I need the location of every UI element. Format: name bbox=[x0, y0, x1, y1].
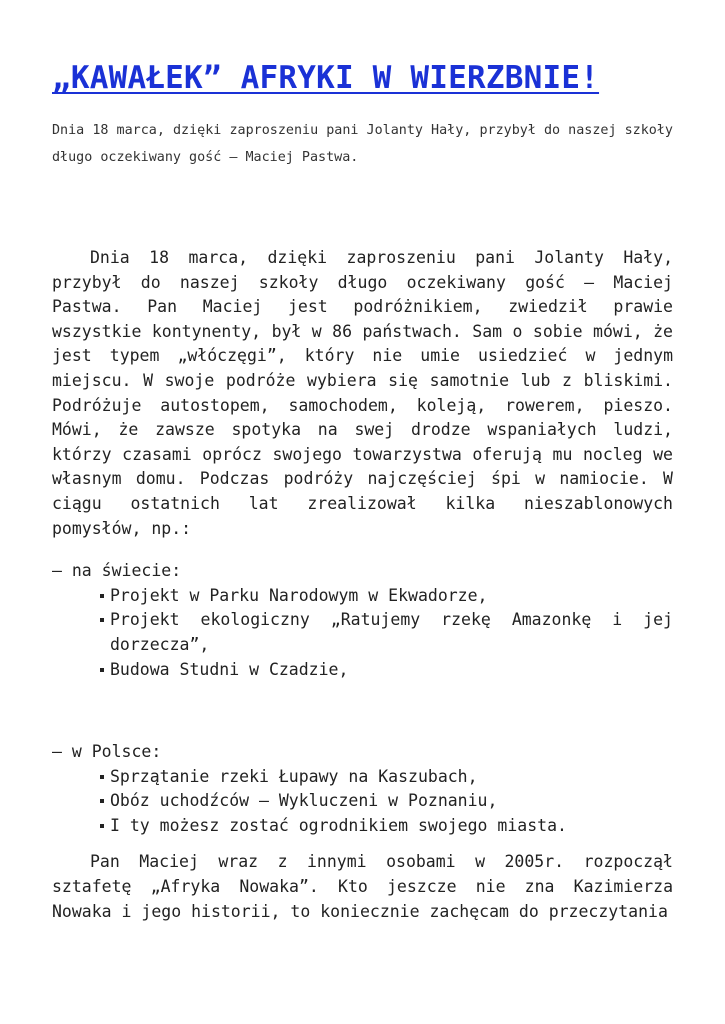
list-item bbox=[110, 584, 673, 609]
list-item bbox=[110, 765, 673, 790]
list-item-text: Obóz uchodźców – Wykluczeni w Poznaniu, bbox=[110, 791, 498, 811]
poland-projects-list bbox=[52, 765, 673, 839]
list-item-text: I ty możesz zostać ogrodnikiem swojego miasta. bbox=[110, 815, 567, 835]
bullet-icon bbox=[100, 668, 104, 672]
article-title bbox=[52, 56, 673, 100]
list-item-text: Projekt w Parku Narodowym w Ekwadorze, bbox=[110, 585, 488, 605]
poland-heading: – w Polsce: bbox=[52, 742, 162, 762]
list-item bbox=[110, 814, 673, 839]
article-lead: Dnia 18 marca, dzięki zaproszeniu pani Jolanty Hały, przybył do naszej szkoły długo oczekiwany gość – Maciej Pastwa. bbox=[52, 123, 673, 165]
list-item bbox=[110, 608, 673, 657]
spacer bbox=[52, 682, 673, 740]
world-projects-list bbox=[52, 584, 673, 682]
body-paragraph: Dnia 18 marca, dzięki zaproszeniu pani Jolanty Hały, przybył do naszej szkoły długo oczekiwany gość – Maciej Pastwa. Pan Maciej jest podróżnikiem, zwiedził prawie wszystkie kontynenty, był w 86 państwach. Sam o sobie mówi, że jest typem „włóczęgi”, który nie umie usiedzieć w jednym miejscu. W swoje podróże wybiera się samotnie lub z bliskimi. Podróżuje autostopem, samochodem, koleją, rowerem, pieszo. Mówi, że zawsze spotyka na swej drodze wspaniałych ludzi, którzy czasami oprócz swojego towarzystwa oferują mu nocleg we własnym domu. Podczas podróży najczęściej śpi w namiocie. W ciągu ostatnich lat zrealizował kilka nieszablonowych pomysłów, np.: bbox=[52, 248, 673, 538]
bullet-icon bbox=[100, 775, 104, 779]
body-paragraph: Pan Maciej wraz z innymi osobami w 2005r. rozpoczął sztafetę „Afryka Nowaka”. Kto jeszcze nie zna Kazimierza Nowaka i jego historii, to koniecznie zachęcam do przeczytania bbox=[52, 852, 673, 921]
list-item-text: Budowa Studni w Czadzie, bbox=[110, 659, 349, 679]
world-heading: – na świecie: bbox=[52, 561, 182, 581]
list-item bbox=[110, 658, 673, 683]
bullet-icon bbox=[100, 594, 104, 598]
article-body bbox=[52, 246, 673, 924]
bullet-icon bbox=[100, 799, 104, 803]
bullet-icon bbox=[100, 618, 104, 622]
article-title-link[interactable]: „KAWAŁEK” AFRYKI W WIERZBNIE! bbox=[52, 60, 600, 96]
article bbox=[52, 0, 673, 924]
list-item bbox=[110, 789, 673, 814]
bullet-icon bbox=[100, 824, 104, 828]
list-item-text: Sprzątanie rzeki Łupawy na Kaszubach, bbox=[110, 766, 478, 786]
list-item-text: Projekt ekologiczny „Ratujemy rzekę Amazonkę i jej dorzecza”, bbox=[110, 610, 673, 654]
